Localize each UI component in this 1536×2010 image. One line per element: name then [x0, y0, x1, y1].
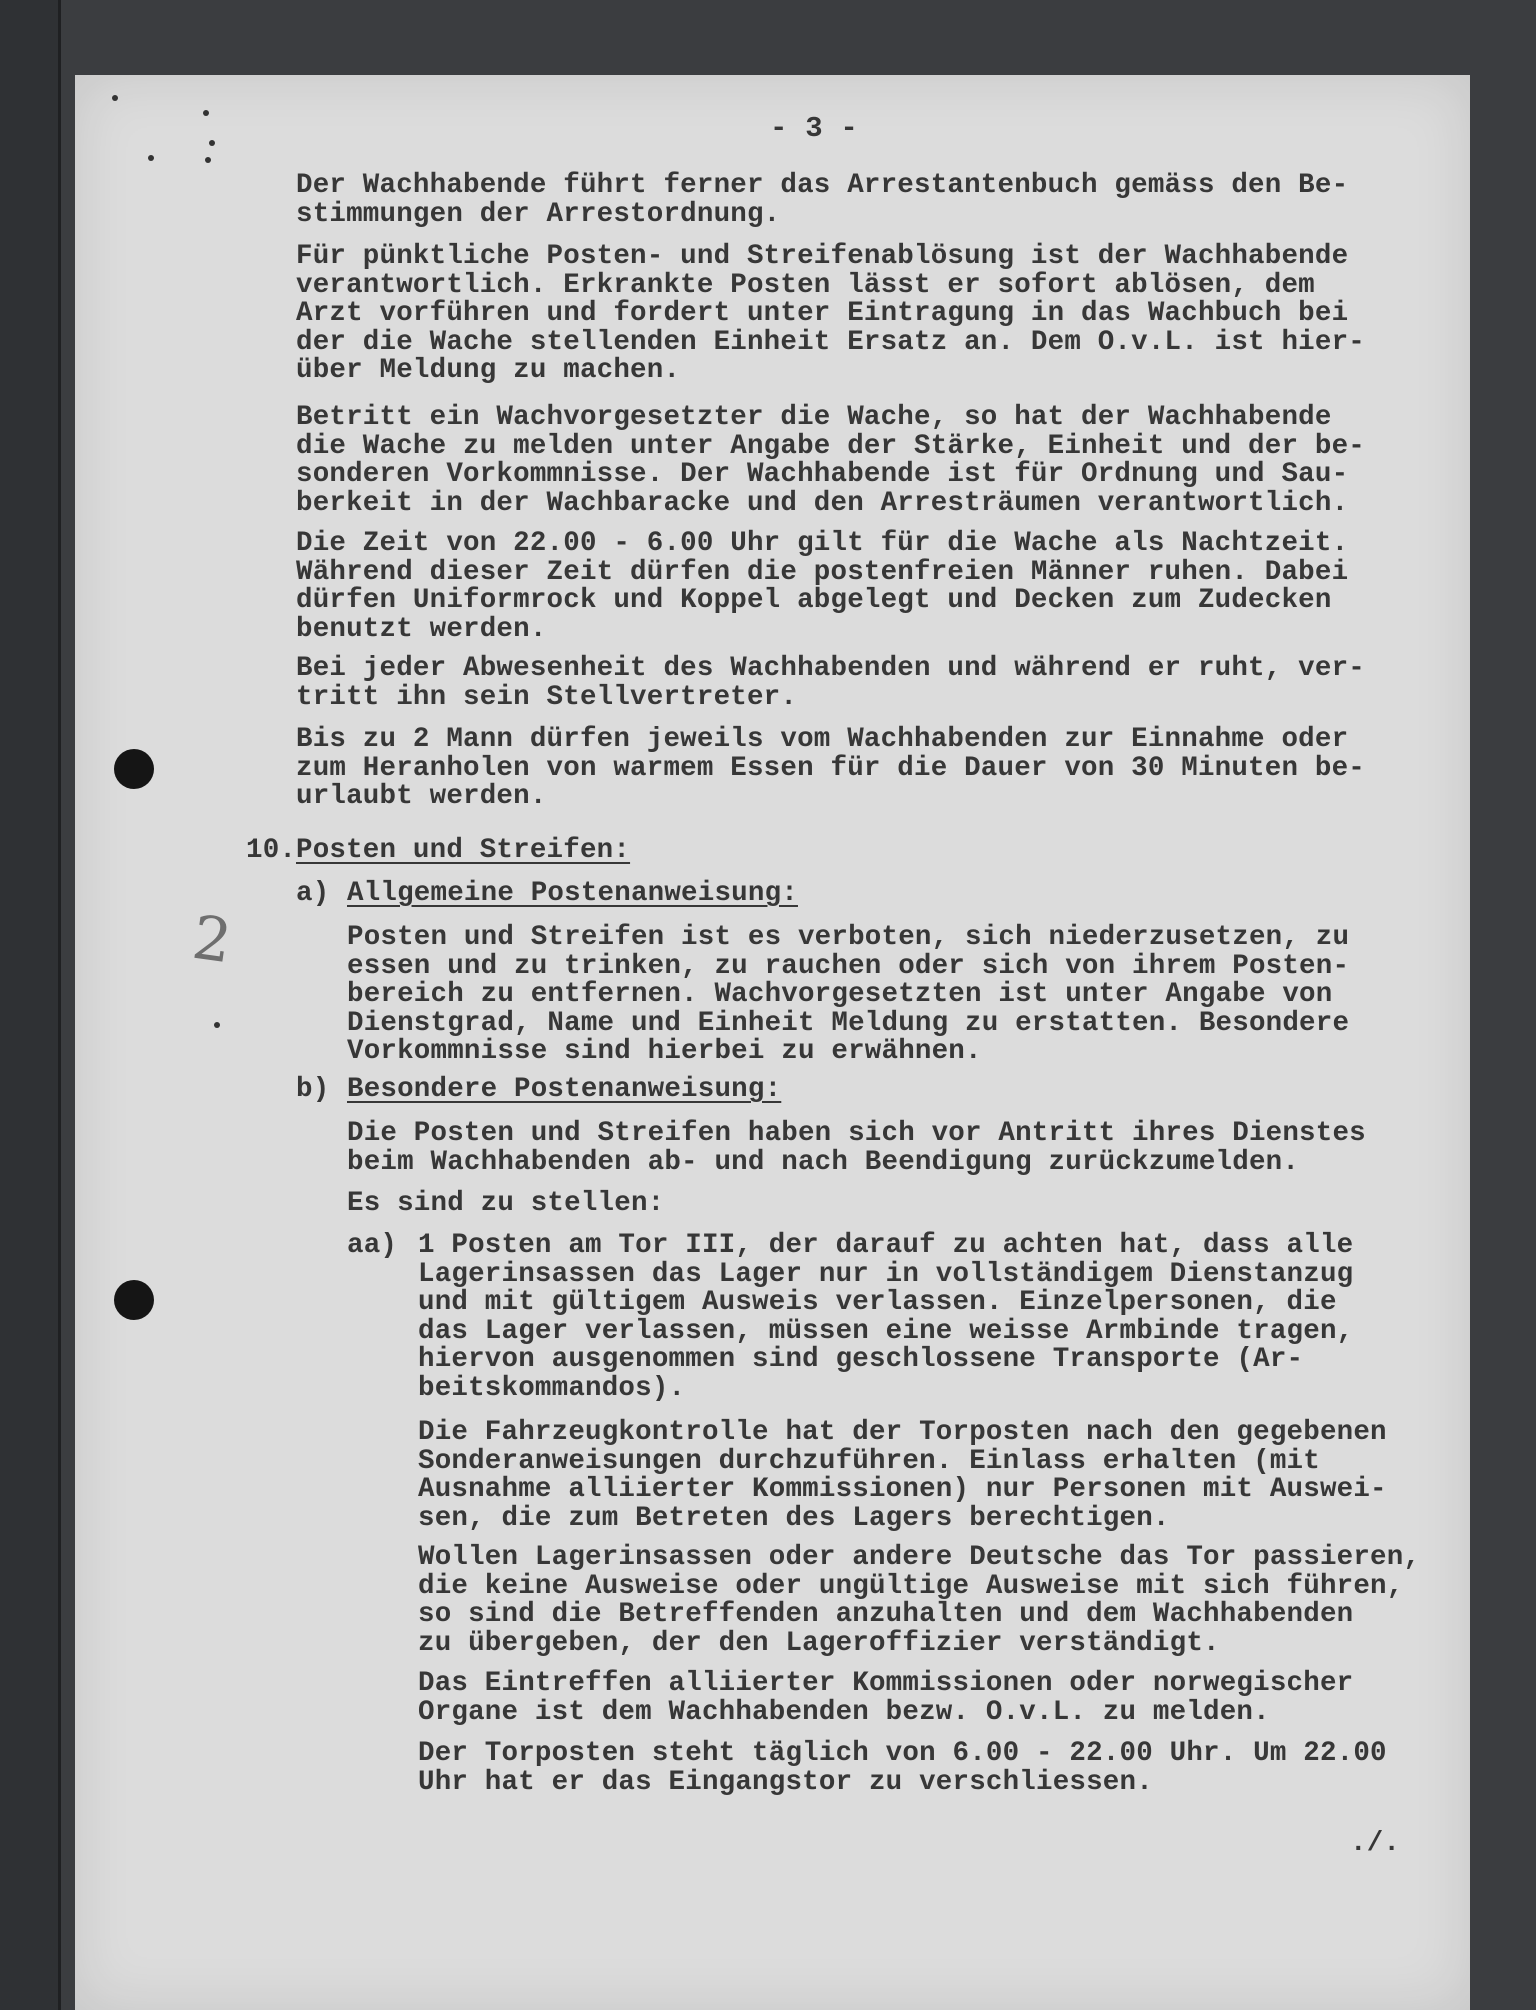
- speck: [205, 157, 211, 163]
- speck: [112, 95, 118, 101]
- subsection-a-body: Posten und Streifen ist es verboten, sich niederzusetzen, zu essen und zu trinken, zu rauchen oder sich von ihrem Posten- bereich zu entfernen. Wachvorgesetzten ist unter Angabe von Dienstgrad, Name und Einheit Meldung zu erstatten. Besondere Vorkommnisse sind hierbei zu erwähnen.: [347, 922, 1350, 1067]
- item-aa-paragraph-4: Der Torposten steht täglich von 6.00 - 22.00 Uhr. Um 22.00 Uhr hat er das Eingangstor zu verschliessen.: [418, 1738, 1387, 1798]
- paragraph-1: Der Wachhabende führt ferner das Arrestantenbuch gemäss den Be- stimmungen der Arrestordnung.: [296, 170, 1349, 230]
- continuation-mark: ./.: [1350, 1828, 1401, 1859]
- speck: [148, 155, 154, 161]
- item-aa-paragraph-2: Wollen Lagerinsassen oder andere Deutsche das Tor passieren, die keine Ausweise oder ungültige Ausweise mit sich führen, so sind die Betreffenden anzuhalten und dem Wachhabenden zu übergeben, der den Lageroffizier verständigt.: [418, 1542, 1421, 1659]
- subsection-b-body: Die Posten und Streifen haben sich vor Antritt ihres Dienstes beim Wachhabenden ab- und nach Beendigung zurückzumelden.: [347, 1118, 1366, 1178]
- subsection-b-heading: Besondere Postenanweisung:: [347, 1074, 782, 1105]
- section-number: 10.: [246, 835, 297, 866]
- paragraph-3: Betritt ein Wachvorgesetzter die Wache, so hat der Wachhabende die Wache zu melden unter Angabe der Stärke, Einheit und der be- sonderen Vorkommnisse. Der Wachhabende ist für Ordnung und Sau- berkeit in der Wachbaracke und den Arresträumen verantwortlich.: [296, 402, 1365, 519]
- punch-hole-upper: [114, 749, 154, 789]
- section-heading: Posten und Streifen:: [296, 835, 631, 866]
- item-aa-body: 1 Posten am Tor III, der darauf zu achten hat, dass alle Lagerinsassen das Lager nur in vollständigem Dienstanzug und mit gültigem Ausweis verlassen. Einzelpersonen, die das Lager verlassen, müssen eine weisse Armbinde tragen, hiervon ausgenommen sind geschlossene Transporte (Ar- beitskommandos).: [418, 1230, 1354, 1404]
- paragraph-6: Bis zu 2 Mann dürfen jeweils vom Wachhabenden zur Einnahme oder zum Heranholen von warmem Essen für die Dauer von 30 Minuten be- urlaubt werden.: [296, 724, 1365, 812]
- subsection-a-heading: Allgemeine Postenanweisung:: [347, 878, 798, 909]
- binder-edge: [0, 0, 61, 2010]
- punch-hole-lower: [114, 1280, 154, 1320]
- item-aa-paragraph-3: Das Eintreffen alliierter Kommissionen oder norwegischer Organe ist dem Wachhabenden bezw. O.v.L. zu melden.: [418, 1668, 1354, 1728]
- subsection-b-intro: Es sind zu stellen:: [347, 1188, 665, 1219]
- speck: [214, 1022, 220, 1028]
- subsection-a-marker: a): [296, 878, 330, 909]
- margin-mark: 2: [188, 902, 236, 978]
- speck: [203, 110, 209, 116]
- item-aa-marker: aa): [347, 1230, 398, 1261]
- paragraph-2: Für pünktliche Posten- und Streifenablösung ist der Wachhabende verantwortlich. Erkrankte Posten lässt er sofort ablösen, dem Arzt vorführen und fordert unter Eintragung in das Wachbuch bei der die Wache stellenden Einheit Ersatz an. Dem O.v.L. ist hier- über Meldung zu machen.: [296, 241, 1365, 386]
- paragraph-4: Die Zeit von 22.00 - 6.00 Uhr gilt für die Wache als Nachtzeit. Während dieser Zeit dürfen die postenfreien Männer ruhen. Dabei dürfen Uniformrock und Koppel abgelegt und Decken zum Zudecken benutzt werden.: [296, 528, 1349, 645]
- page-number: - 3 -: [770, 112, 859, 145]
- speck: [209, 140, 215, 146]
- paragraph-5: Bei jeder Abwesenheit des Wachhabenden und während er ruht, ver- tritt ihn sein Stellvertreter.: [296, 653, 1365, 713]
- item-aa-paragraph-1: Die Fahrzeugkontrolle hat der Torposten nach den gegebenen Sonderanweisungen durchzuführen. Einlass erhalten (mit Ausnahme alliierter Kommissionen) nur Personen mit Auswei- sen, die zum Betreten des Lagers berechtigen.: [418, 1417, 1387, 1534]
- subsection-b-marker: b): [296, 1074, 330, 1105]
